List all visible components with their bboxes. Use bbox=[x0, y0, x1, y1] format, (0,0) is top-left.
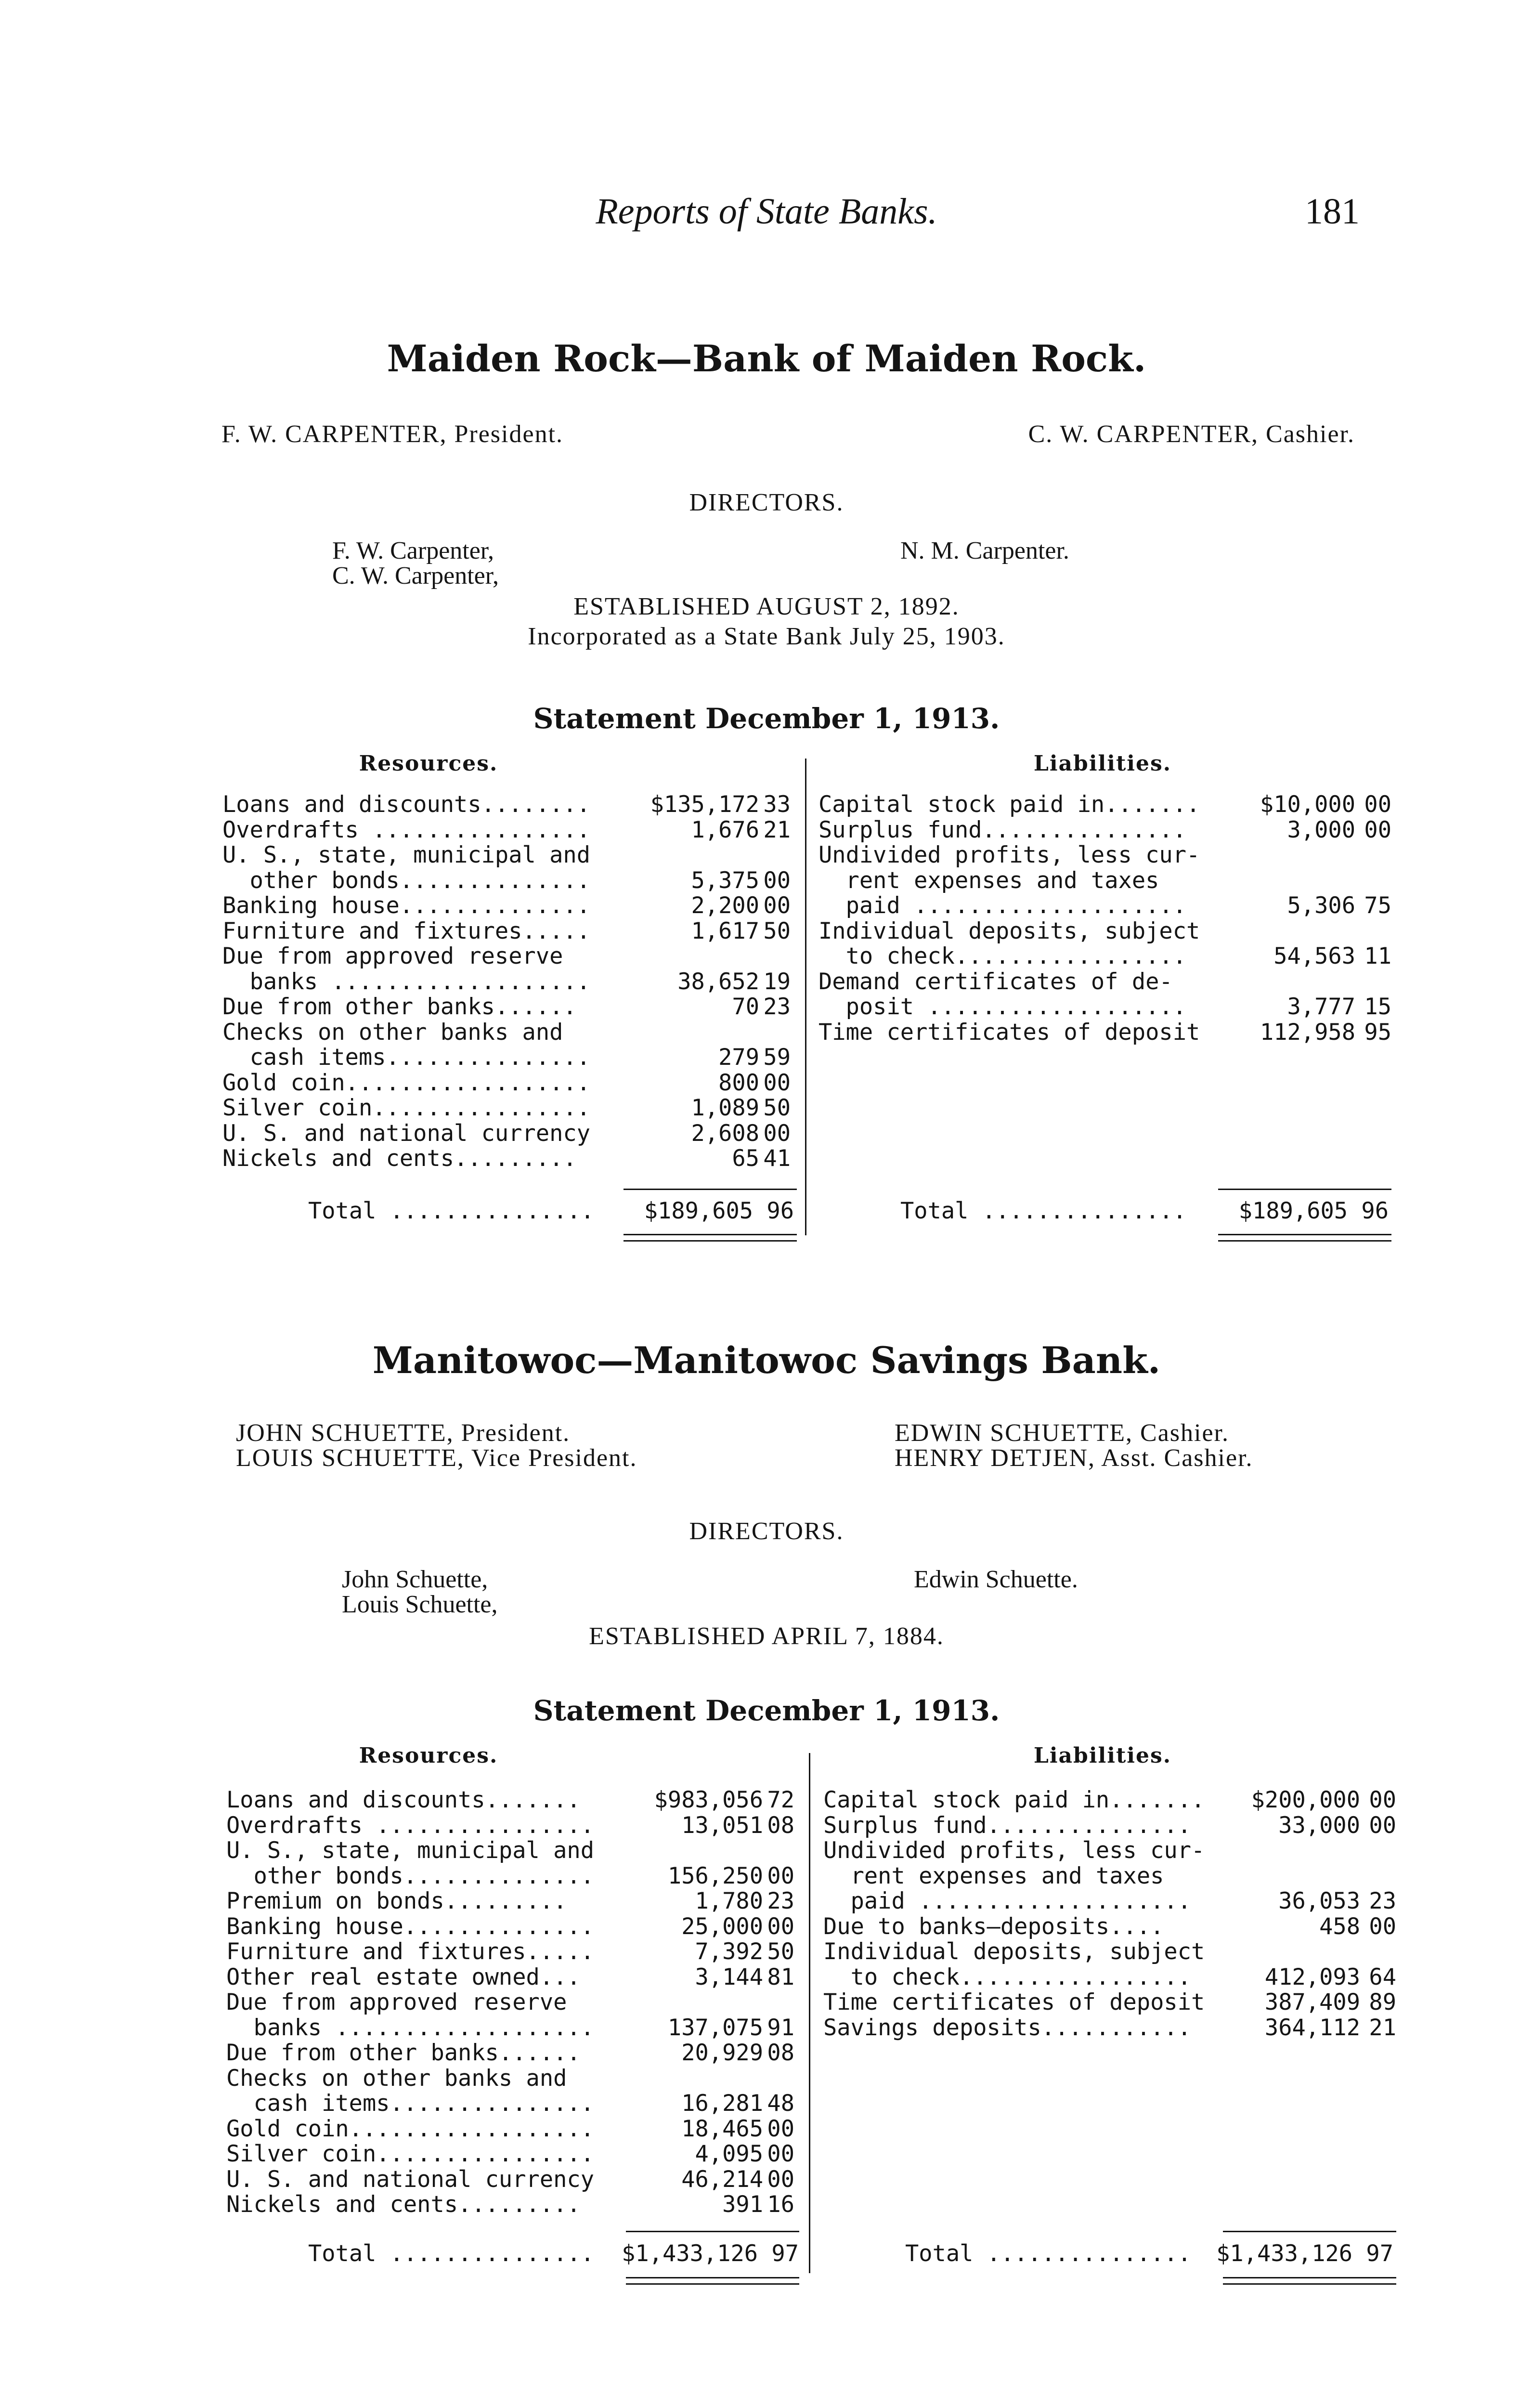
line-item-cents: 59 bbox=[763, 1044, 791, 1071]
double-rule bbox=[1218, 1240, 1391, 1242]
line-item-amount: 16,281 bbox=[681, 2090, 763, 2117]
resource-row bbox=[226, 1838, 799, 1864]
line-item-cents: 00 bbox=[767, 2141, 794, 2167]
line-item-label: Individual deposits, subject bbox=[818, 917, 1200, 944]
officer-president: F. W. CARPENTER, President. bbox=[221, 420, 564, 448]
liability-row bbox=[818, 1020, 1391, 1046]
running-title: Reports of State Banks. bbox=[596, 191, 937, 232]
line-item-cents: 33 bbox=[763, 791, 791, 818]
line-item-cents: 00 bbox=[767, 2115, 794, 2142]
officer-asst-cashier: HENRY DETJEN, Asst. Cashier. bbox=[895, 1444, 1253, 1472]
line-item-label: Silver coin................ bbox=[222, 1095, 591, 1121]
resources-total: $1,433,126 97 bbox=[622, 2240, 799, 2267]
liability-row bbox=[823, 1889, 1396, 1914]
line-item-amount: 156,250 bbox=[667, 1862, 763, 1889]
line-item-label: posit ................... bbox=[818, 994, 1187, 1020]
director-name: Louis Schuette, bbox=[342, 1591, 498, 1618]
line-item-label: Nickels and cents......... bbox=[222, 1145, 577, 1172]
liability-row bbox=[823, 1914, 1396, 1940]
director-name: N. M. Carpenter. bbox=[900, 537, 1069, 564]
officer-cashier: C. W. CARPENTER, Cashier. bbox=[1028, 420, 1355, 448]
line-item-label: paid .................... bbox=[823, 1888, 1192, 1914]
liability-row bbox=[818, 843, 1391, 868]
bank-title: Manitowoc—Manitowoc Savings Bank. bbox=[372, 1339, 1161, 1382]
resource-row bbox=[226, 1965, 799, 1990]
line-item-amount: 3,777 bbox=[1287, 994, 1355, 1020]
line-item-cents: 00 bbox=[763, 867, 791, 894]
resource-row bbox=[226, 2041, 799, 2066]
liabilities-total: $189,605 96 bbox=[1238, 1198, 1389, 1224]
resources-list bbox=[226, 1788, 799, 2218]
line-item-cents: 00 bbox=[1364, 791, 1391, 818]
resource-row bbox=[222, 1121, 795, 1147]
line-item-label: U. S. and national currency bbox=[226, 2166, 595, 2193]
double-rule bbox=[1223, 2283, 1396, 2285]
liabilities-total: $1,433,126 97 bbox=[1216, 2240, 1393, 2267]
liability-row bbox=[823, 1990, 1396, 2015]
resource-row bbox=[222, 792, 795, 818]
line-item-cents: 81 bbox=[767, 1963, 794, 1990]
line-item-amount: 3,144 bbox=[695, 1963, 763, 1990]
resource-row bbox=[222, 1020, 795, 1046]
running-head bbox=[0, 191, 1533, 234]
resource-row bbox=[222, 944, 795, 969]
line-item-cents: 95 bbox=[1364, 1019, 1391, 1046]
line-item-label: Loans and discounts........ bbox=[222, 791, 591, 818]
line-item-label: rent expenses and taxes bbox=[818, 867, 1159, 894]
line-item-amount: 5,306 bbox=[1287, 892, 1355, 919]
established-date: ESTABLISHED AUGUST 2, 1892. bbox=[573, 593, 960, 620]
line-item-label: rent expenses and taxes bbox=[823, 1862, 1164, 1889]
bank-title: Maiden Rock—Bank of Maiden Rock. bbox=[387, 337, 1146, 380]
line-item-amount: 279 bbox=[718, 1044, 759, 1071]
liability-row bbox=[823, 1838, 1396, 1864]
line-item-amount: 65 bbox=[732, 1145, 759, 1172]
incorporated-date: Incorporated as a State Bank July 25, 1903. bbox=[528, 623, 1005, 650]
line-item-label: Surplus fund............... bbox=[823, 1812, 1192, 1839]
line-item-label: Gold coin.................. bbox=[226, 2115, 595, 2142]
line-item-amount: 33,000 bbox=[1278, 1812, 1360, 1839]
resource-row bbox=[222, 995, 795, 1020]
resource-row bbox=[222, 1146, 795, 1172]
line-item-label: Banking house.............. bbox=[226, 1913, 595, 1940]
line-item-label: Undivided profits, less cur- bbox=[823, 1837, 1205, 1864]
line-item-label: U. S. and national currency bbox=[222, 1120, 591, 1147]
line-item-label: Due from other banks...... bbox=[222, 994, 577, 1020]
line-item-amount: 54,563 bbox=[1273, 943, 1355, 969]
line-item-cents: 00 bbox=[767, 1862, 794, 1889]
statement-title: Statement December 1, 1913. bbox=[533, 702, 1000, 735]
line-item-amount: 1,676 bbox=[691, 816, 759, 843]
line-item-cents: 00 bbox=[767, 1913, 794, 1940]
line-item-cents: 19 bbox=[763, 968, 791, 995]
line-item-cents: 08 bbox=[767, 1812, 794, 1839]
line-item-label: paid .................... bbox=[818, 892, 1187, 919]
line-item-label: Furniture and fixtures..... bbox=[226, 1938, 595, 1965]
resource-row bbox=[226, 2015, 799, 2041]
line-item-amount: $10,000 bbox=[1260, 791, 1355, 818]
resource-row bbox=[226, 1939, 799, 1965]
line-item-cents: 91 bbox=[767, 2014, 794, 2041]
line-item-label: Other real estate owned... bbox=[226, 1963, 581, 1990]
line-item-label: Capital stock paid in....... bbox=[818, 791, 1200, 818]
line-item-cents: 23 bbox=[767, 1888, 794, 1914]
total-rule bbox=[626, 2231, 799, 2232]
resource-row bbox=[222, 1096, 795, 1121]
line-item-amount: 800 bbox=[718, 1069, 759, 1096]
line-item-amount: $983,056 bbox=[654, 1787, 763, 1813]
line-item-amount: 36,053 bbox=[1278, 1888, 1360, 1914]
line-item-amount: 3,000 bbox=[1287, 816, 1355, 843]
line-item-cents: 48 bbox=[767, 2090, 794, 2117]
line-item-cents: 00 bbox=[763, 1120, 791, 1147]
line-item-label: Demand certificates of de- bbox=[818, 968, 1173, 995]
director-name: Edwin Schuette. bbox=[914, 1566, 1078, 1593]
resource-row bbox=[226, 1788, 799, 1813]
double-rule bbox=[1218, 1234, 1391, 1235]
liability-row bbox=[818, 919, 1391, 944]
line-item-amount: 5,375 bbox=[691, 867, 759, 894]
line-item-label: Time certificates of deposit bbox=[823, 1989, 1205, 2015]
line-item-label: Nickels and cents......... bbox=[226, 2191, 581, 2218]
line-item-amount: 7,392 bbox=[695, 1938, 763, 1965]
line-item-cents: 75 bbox=[1364, 892, 1391, 919]
resource-row bbox=[226, 1914, 799, 1940]
line-item-label: other bonds.............. bbox=[226, 1862, 595, 1889]
line-item-amount: 70 bbox=[732, 994, 759, 1020]
line-item-cents: 50 bbox=[767, 1938, 794, 1965]
line-item-cents: 15 bbox=[1364, 994, 1391, 1020]
resource-row bbox=[226, 2117, 799, 2142]
officer-cashier: EDWIN SCHUETTE, Cashier. bbox=[895, 1419, 1230, 1447]
director-name: John Schuette, bbox=[342, 1566, 488, 1593]
line-item-label: Undivided profits, less cur- bbox=[818, 842, 1200, 868]
line-item-cents: 64 bbox=[1369, 1963, 1396, 1990]
line-item-label: Savings deposits........... bbox=[823, 2014, 1192, 2041]
line-item-cents: 08 bbox=[767, 2040, 794, 2066]
liability-row bbox=[818, 944, 1391, 969]
line-item-label: Furniture and fixtures..... bbox=[222, 917, 591, 944]
liability-row bbox=[818, 868, 1391, 894]
resource-row bbox=[226, 2142, 799, 2167]
liability-row bbox=[823, 1864, 1396, 1889]
line-item-amount: 458 bbox=[1319, 1913, 1360, 1940]
line-item-label: Silver coin................ bbox=[226, 2141, 595, 2167]
line-item-label: banks ................... bbox=[226, 2014, 595, 2041]
resource-row bbox=[226, 2066, 799, 2092]
line-item-cents: 50 bbox=[763, 917, 791, 944]
line-item-label: Checks on other banks and bbox=[226, 2065, 567, 2092]
line-item-label: Time certificates of deposit bbox=[818, 1019, 1200, 1046]
liabilities-list bbox=[818, 792, 1391, 1045]
line-item-label: Due from approved reserve bbox=[222, 943, 563, 969]
line-item-amount: 387,409 bbox=[1264, 1989, 1360, 2015]
line-item-amount: 412,093 bbox=[1264, 1963, 1360, 1990]
liability-row bbox=[818, 995, 1391, 1020]
line-item-amount: 391 bbox=[722, 2191, 763, 2218]
resource-row bbox=[222, 1045, 795, 1071]
resource-row bbox=[226, 1813, 799, 1839]
line-item-label: U. S., state, municipal and bbox=[226, 1837, 595, 1864]
director-name: C. W. Carpenter, bbox=[332, 562, 499, 589]
resources-heading: Resources. bbox=[359, 1743, 498, 1768]
line-item-amount: 112,958 bbox=[1260, 1019, 1355, 1046]
resource-row bbox=[226, 2192, 799, 2218]
total-rule bbox=[1223, 2231, 1396, 2232]
liability-row bbox=[818, 792, 1391, 818]
liability-row bbox=[818, 969, 1391, 995]
established-date: ESTABLISHED APRIL 7, 1884. bbox=[589, 1623, 944, 1650]
line-item-amount: 1,780 bbox=[695, 1888, 763, 1914]
line-item-label: banks ................... bbox=[222, 968, 591, 995]
liabilities-list bbox=[823, 1788, 1396, 2041]
total-rule bbox=[624, 1189, 797, 1190]
resource-row bbox=[226, 1990, 799, 2015]
resource-row bbox=[222, 919, 795, 944]
line-item-cents: 00 bbox=[1369, 1787, 1396, 1813]
line-item-label: Due to banks—deposits.... bbox=[823, 1913, 1164, 1940]
line-item-cents: 00 bbox=[767, 2166, 794, 2193]
liability-row bbox=[823, 2015, 1396, 2041]
liability-row bbox=[823, 1965, 1396, 1990]
liability-row bbox=[823, 1813, 1396, 1839]
liability-row bbox=[818, 893, 1391, 919]
total-label: Total ............... bbox=[308, 1198, 595, 1224]
line-item-label: Premium on bonds......... bbox=[226, 1888, 567, 1914]
double-rule bbox=[626, 2283, 799, 2285]
line-item-amount: 2,608 bbox=[691, 1120, 759, 1147]
line-item-cents: 41 bbox=[763, 1145, 791, 1172]
line-item-amount: 4,095 bbox=[695, 2141, 763, 2167]
double-rule bbox=[624, 1240, 797, 1242]
resource-row bbox=[226, 2167, 799, 2193]
line-item-amount: 1,089 bbox=[691, 1095, 759, 1121]
line-item-amount: 38,652 bbox=[677, 968, 759, 995]
line-item-cents: 00 bbox=[1369, 1812, 1396, 1839]
liability-row bbox=[823, 1939, 1396, 1965]
directors-heading: DIRECTORS. bbox=[689, 489, 844, 516]
resource-row bbox=[222, 969, 795, 995]
line-item-label: Overdrafts ................ bbox=[226, 1812, 595, 1839]
line-item-label: to check................. bbox=[823, 1963, 1192, 1990]
line-item-amount: $200,000 bbox=[1251, 1787, 1360, 1813]
line-item-label: other bonds.............. bbox=[222, 867, 591, 894]
line-item-amount: $135,172 bbox=[650, 791, 759, 818]
resource-row bbox=[222, 1071, 795, 1096]
resource-row bbox=[222, 818, 795, 843]
liabilities-heading: Liabilities. bbox=[1033, 751, 1172, 776]
line-item-cents: 23 bbox=[1369, 1888, 1396, 1914]
liability-row bbox=[818, 818, 1391, 843]
column-divider bbox=[809, 1753, 810, 2273]
page-number: 181 bbox=[1305, 191, 1360, 232]
total-row bbox=[0, 2239, 1533, 2268]
line-item-label: Surplus fund............... bbox=[818, 816, 1187, 843]
line-item-amount: 2,200 bbox=[691, 892, 759, 919]
line-item-label: cash items............... bbox=[226, 2090, 595, 2117]
column-divider bbox=[805, 759, 806, 1235]
double-rule bbox=[626, 2277, 799, 2278]
officer-vice-president: LOUIS SCHUETTE, Vice President. bbox=[236, 1444, 637, 1472]
directors-heading: DIRECTORS. bbox=[689, 1518, 844, 1545]
line-item-label: Loans and discounts....... bbox=[226, 1787, 581, 1813]
double-rule bbox=[1223, 2277, 1396, 2278]
liabilities-heading: Liabilities. bbox=[1033, 1743, 1172, 1768]
resources-total: $189,605 96 bbox=[644, 1198, 794, 1224]
line-item-label: Overdrafts ................ bbox=[222, 816, 591, 843]
double-rule bbox=[624, 1234, 797, 1235]
line-item-label: Capital stock paid in....... bbox=[823, 1787, 1205, 1813]
statement-title: Statement December 1, 1913. bbox=[533, 1694, 1000, 1727]
total-label: Total ............... bbox=[905, 2240, 1192, 2267]
resources-heading: Resources. bbox=[359, 751, 498, 776]
line-item-amount: 25,000 bbox=[681, 1913, 763, 1940]
line-item-label: U. S., state, municipal and bbox=[222, 842, 591, 868]
resource-row bbox=[226, 1864, 799, 1889]
line-item-amount: 20,929 bbox=[681, 2040, 763, 2066]
line-item-cents: 16 bbox=[767, 2191, 794, 2218]
line-item-label: Due from approved reserve bbox=[226, 1989, 567, 2015]
line-item-cents: 00 bbox=[1364, 816, 1391, 843]
line-item-amount: 46,214 bbox=[681, 2166, 763, 2193]
total-label: Total ............... bbox=[900, 1198, 1187, 1224]
line-item-cents: 11 bbox=[1364, 943, 1391, 969]
total-rule bbox=[1218, 1189, 1391, 1190]
line-item-label: Banking house.............. bbox=[222, 892, 591, 919]
line-item-cents: 00 bbox=[1369, 1913, 1396, 1940]
line-item-cents: 00 bbox=[763, 892, 791, 919]
director-name: F. W. Carpenter, bbox=[332, 537, 494, 564]
liability-row bbox=[823, 1788, 1396, 1813]
line-item-label: Individual deposits, subject bbox=[823, 1938, 1205, 1965]
line-item-amount: 137,075 bbox=[667, 2014, 763, 2041]
line-item-label: cash items............... bbox=[222, 1044, 591, 1071]
line-item-amount: 1,617 bbox=[691, 917, 759, 944]
line-item-label: Gold coin.................. bbox=[222, 1069, 591, 1096]
line-item-cents: 50 bbox=[763, 1095, 791, 1121]
resources-list bbox=[222, 792, 795, 1172]
line-item-amount: 18,465 bbox=[681, 2115, 763, 2142]
officer-president: JOHN SCHUETTE, President. bbox=[236, 1419, 571, 1447]
total-label: Total ............... bbox=[308, 2240, 595, 2267]
line-item-label: to check................. bbox=[818, 943, 1187, 969]
line-item-cents: 00 bbox=[763, 1069, 791, 1096]
line-item-cents: 89 bbox=[1369, 1989, 1396, 2015]
line-item-cents: 23 bbox=[763, 994, 791, 1020]
line-item-cents: 21 bbox=[763, 816, 791, 843]
line-item-amount: 364,112 bbox=[1264, 2014, 1360, 2041]
resource-row bbox=[226, 2091, 799, 2117]
line-item-cents: 21 bbox=[1369, 2014, 1396, 2041]
line-item-label: Due from other banks...... bbox=[226, 2040, 581, 2066]
resource-row bbox=[226, 1889, 799, 1914]
resource-row bbox=[222, 893, 795, 919]
line-item-cents: 72 bbox=[767, 1787, 794, 1813]
resource-row bbox=[222, 843, 795, 868]
line-item-label: Checks on other banks and bbox=[222, 1019, 563, 1046]
total-row bbox=[0, 1197, 1533, 1226]
line-item-amount: 13,051 bbox=[681, 1812, 763, 1839]
resource-row bbox=[222, 868, 795, 894]
